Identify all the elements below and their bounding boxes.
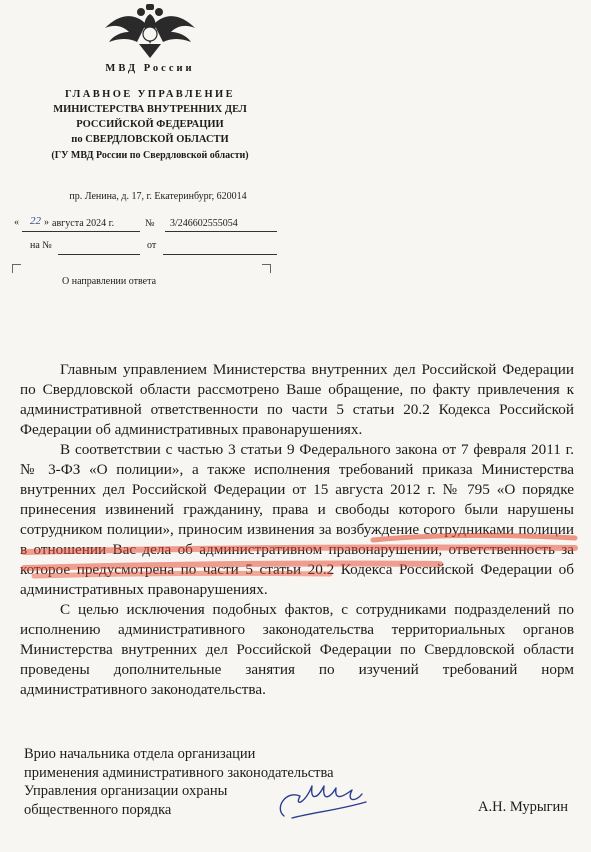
letter-page: МВД России ГЛАВНОЕ УПРАВЛЕНИЕ МИНИСТЕРСТВА ВНУТРЕННИХ ДЕЛ РОССИЙСКОЙ ФЕДЕРАЦИИ по СВЕРДЛОВСКОЙ ОБЛАСТИ (ГУ МВД России по Свердловской области) пр. Ленина, д. 17, г. Екатеринбург, 620014 « 22 » августа 2024 г. № 3/246602555054 на № от О направлении ответа Главным управлением Министерства внутренних дел Российской Федерации по Свердловской области рассмотрено Ваше обращение, по факту привлечения к административной ответственности по части 5 статьи 20.2 Кодекса Российской Федерации об административных правонарушениях. В соответствии с частью 3 статьи 9 Федерального закона от 7 февраля 2011 г. № 3-ФЗ «О полиции», а также исполнения требований приказа Министерства внутренних дел Российской Федерации от 15 августа 2012 г. № 795 «О порядке принесения извинений гражданину, права и свободы которого были нарушены сотрудником полиции», приносим извинения за возбуждение сотрудниками полиции в отношении Вас дела об административном правонарушении, ответственность за которое предусмотрена по части 5 статьи 20.2 Кодекса Российской Федерации об административных правонарушениях. С целью исключения подобных фактов, с сотрудниками подразделений по исполнению административного законодательства территориальных органов Министерства внутренних дел Российской Федерации по Свердловской области проведены дополнительные занятия по изучений требований норм административного законодательства. Врио начальника отдела организации применения административного законодательства Управления организации охраны общественного порядка А.Н. Мурыгин [0,0,591,852]
number-label: № [145,218,155,229]
date-month-year: августа 2024 г. [52,218,115,229]
letter-subject: О направлении ответа [62,276,157,287]
corner-mark-left [12,264,21,273]
org-name-line-3: РОССИЙСКОЙ ФЕДЕРАЦИИ [76,119,224,130]
body-paragraph-2: В соответствии с частью 3 статьи 9 Федерального закона от 7 февраля 2011 г. № 3-ФЗ «О полиции», а также исполнения требований приказа Министерства внутренних дел Российской Федерации от 15 августа 2012 г. № 795 «О порядке принесения извинений гражданину, права и свободы которого были нарушены сотрудником полиции», приносим извинения за возбуждение сотрудниками полиции в отношении Вас дела об административном правонарушении, ответственность за которое предусмотрена по части 5 статьи 20.2 Кодекса Российской Федерации об административных правонарушениях. [20,441,574,598]
org-name-line-5: (ГУ МВД России по Свердловской области) [51,150,249,161]
org-address: пр. Ленина, д. 17, г. Екатеринбург, 620014 [69,191,247,202]
body-paragraph-1: Главным управлением Министерства внутренних дел Российской Федерации по Свердловской области рассмотрено Ваше обращение, по факту привлечения к административной ответственности по части 5 статьи 20.2 Кодекса Российской Федерации об административных правонарушениях. [20,361,574,438]
signatory-position-line-2: применения административного законодательства [24,764,334,781]
ministry-short-name: МВД России [105,63,195,74]
org-name-line-2: МИНИСТЕРСТВА ВНУТРЕННИХ ДЕЛ [53,104,247,115]
letter-body [20,360,574,700]
org-name-line-4: по СВЕРДЛОВСКОЙ ОБЛАСТИ [71,134,229,145]
body-paragraph-3: С целью исключения подобных фактов, с сотрудниками подразделений по исполнению административного законодательства территориальных органов Министерства внутренних дел Российской Федерации по Свердловской области проведены дополнительные занятия по изучений требований норм административного законодательства. [20,601,574,698]
outgoing-number: 3/246602555054 [170,218,238,229]
date-day: 22 [30,215,41,227]
reference-number-label: на № [30,240,52,251]
corner-mark-right [262,264,271,273]
signatory-position-line-4: общественного порядка [24,801,172,818]
signatory-position-line-3: Управления организации охраны [24,783,228,800]
double-headed-eagle-emblem-icon [99,4,201,62]
signatory-name: А.Н. Мурыгин [478,799,569,815]
reference-from-label: от [147,240,157,251]
org-name-line-1: ГЛАВНОЕ УПРАВЛЕНИЕ [65,89,235,100]
signatory-position-line-1: Врио начальника отдела организации [24,746,256,762]
handwritten-signature [266,772,376,827]
